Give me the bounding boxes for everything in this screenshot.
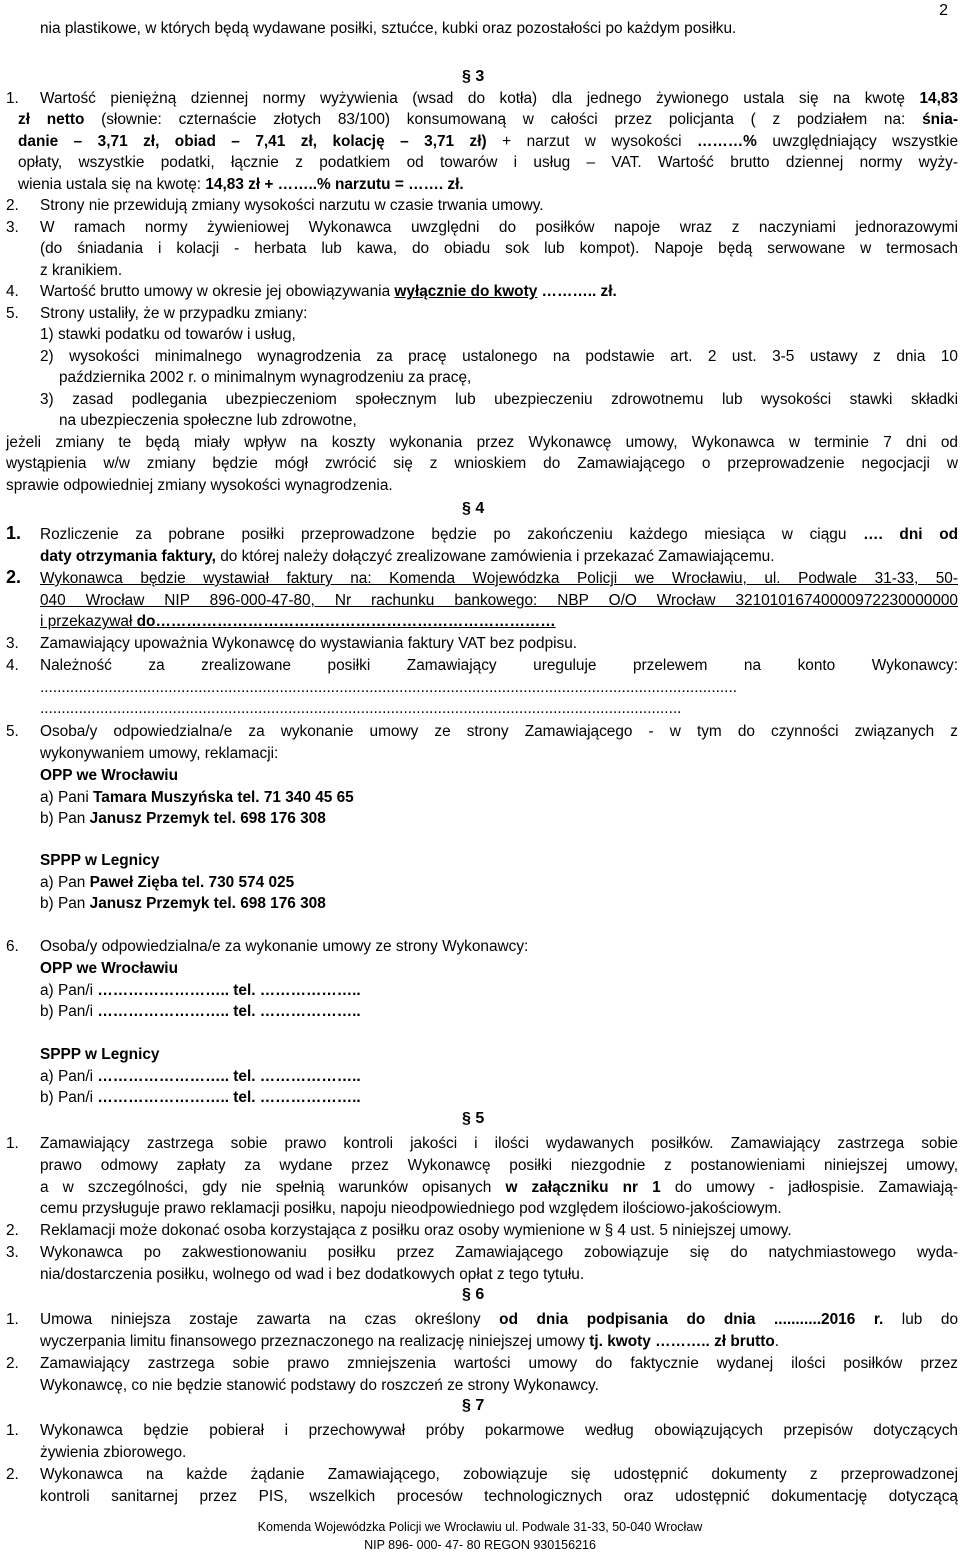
s7-p2-number: 2. [6, 1466, 19, 1483]
s4-p3-number: 3. [6, 635, 19, 652]
s7-p1-line1: Wykonawca będzie pobierał i przechowywał próby pokarmowe według obowiązujących przepisów dotyczących [40, 1422, 958, 1439]
s4-p6-sppp: SPPP w Legnicy [40, 1046, 160, 1063]
s3-p3-number: 3. [6, 219, 19, 236]
s5-p1-number: 1. [6, 1135, 19, 1152]
s4-p5-line1: Osoba/y odpowiedzialna/e za wykonanie umowy ze strony Zamawiającego - w tym do czynności związanych z [40, 723, 958, 740]
s4-p6-contact-a1: a) Pan/i …………………….. tel. ……………….. [40, 982, 361, 999]
s3-p1-line4: opłaty, wszystkie podatki, łącznie z podatkiem od towarów i usług – VAT. Wartość brutto dziennej normy wyży- [18, 154, 958, 171]
section-3-heading: § 3 [462, 68, 485, 85]
s4-p5-contact-b1: b) Pan Janusz Przemyk tel. 698 176 308 [40, 810, 326, 827]
s4-p4-number: 4. [6, 657, 19, 674]
s3-p1-number: 1. [6, 90, 19, 107]
s4-p6-contact-b1: b) Pan/i …………………….. tel. ……………….. [40, 1003, 361, 1020]
s3-p5-tail-line3: sprawie odpowiedniej zmiany wysokości wynagrodzenia. [6, 477, 393, 494]
s4-p2-line2: 040 Wrocław NIP 896-000-47-80, Nr rachunku bankowego: NBP O/O Wrocław 32101016740000972230000000 [40, 592, 958, 609]
s4-p2-number: 2. [6, 567, 22, 587]
s3-p1-line2: zł netto (słownie: czternaście złotych 83/100) konsumowaną w całości przez policjanta ( z podziałem na: śnia- [18, 111, 958, 128]
s5-p1-line1: Zamawiający zastrzega sobie prawo kontroli jakości i ilości wydawanych posiłków. Zamawiający zastrzega sobie [40, 1135, 958, 1152]
s4-p5-opp: OPP we Wrocławiu [40, 767, 178, 784]
section-6-heading: § 6 [462, 1286, 485, 1303]
s3-p2-line1: Strony nie przewidują zmiany wysokości narzutu w czasie trwania umowy. [40, 197, 544, 214]
s7-p1-number: 1. [6, 1422, 19, 1439]
s3-p4-number: 4. [6, 283, 19, 300]
s3-p5-tail-line2: wystąpienia w/w zmiany będzie mógł zwrócić się z wnioskiem do Zamawiającego o przeprowadzenie negocjacji w [6, 455, 958, 472]
section-4-heading: § 4 [462, 500, 485, 517]
s4-p1-line1: Rozliczenie za pobrane posiłki przeprowadzone będzie po zakończeniu każdego miesiąca w ciągu …. dni od [40, 526, 958, 543]
s4-p1-line2: daty otrzymania faktury, do której należy dołączyć zrealizowane zamówienia i przekazać Zamawiającemu. [40, 548, 775, 565]
s6-p1-number: 1. [6, 1311, 19, 1328]
s6-p2-line1: Zamawiający zastrzega sobie prawo zmniejszenia wartości umowy do faktycznie wydanej ilości posiłków przez [40, 1355, 958, 1372]
s3-p1-line1: Wartość pieniężną dziennej normy wyżywienia (wsad do kotła) dla jednego żywionego ustala się na kwotę 14,83 [40, 90, 958, 107]
s3-p5-number: 5. [6, 305, 19, 322]
s7-p1-line2: żywienia zbiorowego. [40, 1444, 187, 1461]
s5-p3-line1: Wykonawca po zakwestionowaniu posiłku przez Zamawiającego zobowiązuje się do natychmiastowego wyda- [40, 1244, 958, 1261]
s4-p5-number: 5. [6, 723, 19, 740]
s4-p4-line3: ...................................................................................................................................................... [40, 700, 682, 717]
s3-p5-item3-line1: 3) zasad podlegania ubezpieczeniom społecznym lub ubezpieczeniu zdrowotnemu lub wysokości stawki składki [40, 391, 958, 408]
footer-address: Komenda Wojewódzka Policji we Wrocławiu ul. Podwale 31-33, 50-040 Wrocław [257, 1520, 703, 1534]
section-5-heading: § 5 [462, 1110, 485, 1127]
s4-p5-sppp: SPPP w Legnicy [40, 852, 160, 869]
s5-p1-line4: cemu przysługuje prawo reklamacji posiłku, napoju nieodpowiedniego pod względem ilościowo-jakościowym. [40, 1200, 782, 1217]
s3-p5-tail-line1: jeżeli zmiany te będą miały wpływ na koszty wykonania przez Wykonawcę umowy, Wykonawca w terminie 7 dni od [6, 434, 958, 451]
s4-p5-line2: wykonywaniem umowy, reklamacji: [40, 745, 279, 762]
s4-p5-contact-a1: a) Pani Tamara Muszyńska tel. 71 340 45 65 [40, 789, 354, 806]
s6-p2-line2: Wykonawcę, co nie będzie stanowić podstawy do roszczeń ze strony Wykonawcy. [40, 1377, 599, 1394]
s4-p5-contact-b2: b) Pan Janusz Przemyk tel. 698 176 308 [40, 895, 326, 912]
s4-p6-contact-a2: a) Pan/i …………………….. tel. ……………….. [40, 1068, 361, 1085]
s5-p1-line3: a w szczególności, gdy nie spełnią warunków opisanych w załączniku nr 1 do umowy - jadłospisie. Zamawiają- [40, 1179, 959, 1196]
s4-p4-line2: ................................................................................................................................................................... [40, 679, 737, 696]
s3-p1-line5: wienia ustala się na kwotę: 14,83 zł + ……..% narzutu = ……. zł. [18, 176, 464, 193]
s4-p2-line1: Wykonawca będzie wystawiał faktury na: Komenda Wojewódzka Policji we Wrocławiu, ul. Podwale 31-33, 50- [40, 570, 958, 587]
section-7-heading: § 7 [462, 1397, 485, 1414]
s6-p1-line1: Umowa niniejsza zostaje zawarta na czas określony od dnia podpisania do dnia ...........2016 r. lub do [40, 1311, 958, 1328]
s4-p2-line3: i przekazywał do…………………………………………………………………… [40, 613, 556, 630]
s4-p5-contact-a2: a) Pan Paweł Zięba tel. 730 574 025 [40, 874, 295, 891]
s5-p2-line1: Reklamacji może dokonać osoba korzystająca z posiłku oraz osoby wymienione w § 4 ust. 5 niniejszej umowy. [40, 1222, 792, 1239]
s4-p6-opp: OPP we Wrocławiu [40, 960, 178, 977]
s3-p1-line3: danie – 3,71 zł, obiad – 7,41 zł, kolację – 3,71 zł) + narzut w wysokości ………% uwzględniający wszystkie [18, 133, 959, 150]
s5-p3-number: 3. [6, 1244, 19, 1261]
s3-p5-item2-line1: 2) wysokości minimalnego wynagrodzenia za pracę ustalonego na podstawie art. 2 ust. 3-5 ustawy z dnia 10 [40, 348, 958, 365]
s4-p4-line1: Należność za zrealizowane posiłki Zamawiający ureguluje przelewem na konto Wykonawcy: [40, 657, 958, 674]
s5-p1-line2: prawo odmowy zapłaty za wydane przez Wykonawcę posiłki niezgodnie z postanowieniami niniejszej umowy, [40, 1157, 958, 1174]
s4-p6-contact-b2: b) Pan/i …………………….. tel. ……………….. [40, 1089, 361, 1106]
s7-p2-line2: kontroli sanitarnej przez PIS, wszelkich procesów technologicznych oraz udostępnić dokumentację dotyczącą [40, 1488, 958, 1505]
s3-p3-line1: W ramach normy żywieniowej Wykonawca uwzględni do posiłków napoje wraz z naczyniami jednorazowymi [40, 219, 958, 236]
s6-p2-number: 2. [6, 1355, 19, 1372]
s3-p3-line3: z kranikiem. [40, 262, 123, 279]
s3-p2-number: 2. [6, 197, 19, 214]
s4-p6-line1: Osoba/y odpowiedzialna/e za wykonanie umowy ze strony Wykonawcy: [40, 938, 529, 955]
s4-p3-line1: Zamawiający upoważnia Wykonawcę do wystawiania faktury VAT bez podpisu. [40, 635, 578, 652]
intro-line: nia plastikowe, w których będą wydawane posiłki, sztućce, kubki oraz pozostałości po każdym posiłku. [40, 20, 737, 37]
s3-p4-line1: Wartość brutto umowy w okresie jej obowiązywania wyłącznie do kwoty ……….. zł. [40, 283, 617, 300]
s3-p5-item2-line2: października 2002 r. o minimalnym wynagrodzeniu za pracę, [59, 369, 472, 386]
s7-p2-line1: Wykonawca na każde żądanie Zamawiającego, zobowiązuje się udostępnić dokumenty z przeprowadzonej [40, 1466, 958, 1483]
footer-nip-regon: NIP 896- 000- 47- 80 REGON 930156216 [364, 1538, 596, 1552]
s3-p5-item1: 1) stawki podatku od towarów i usług, [40, 326, 296, 343]
s6-p1-line2: wyczerpania limitu finansowego przeznaczonego na realizację niniejszej umowy tj. kwoty ……….. zł brutto. [40, 1333, 780, 1350]
s4-p1-number: 1. [6, 523, 22, 543]
s3-p3-line2: (do śniadania i kolacji - herbata lub kawa, do obiadu sok lub kompot). Napoje będą serwowane w termosach [40, 240, 958, 257]
s3-p5-item3-line2: na ubezpieczenia społeczne lub zdrowotne, [59, 412, 357, 429]
s3-p5-line1: Strony ustaliły, że w przypadku zmiany: [40, 305, 308, 322]
s5-p3-line2: nia/dostarczenia posiłku, wolnego od wad i bez dodatkowych opłat z tego tytułu. [40, 1266, 585, 1283]
s5-p2-number: 2. [6, 1222, 19, 1239]
s4-p6-number: 6. [6, 938, 19, 955]
page-number: 2 [939, 2, 948, 19]
